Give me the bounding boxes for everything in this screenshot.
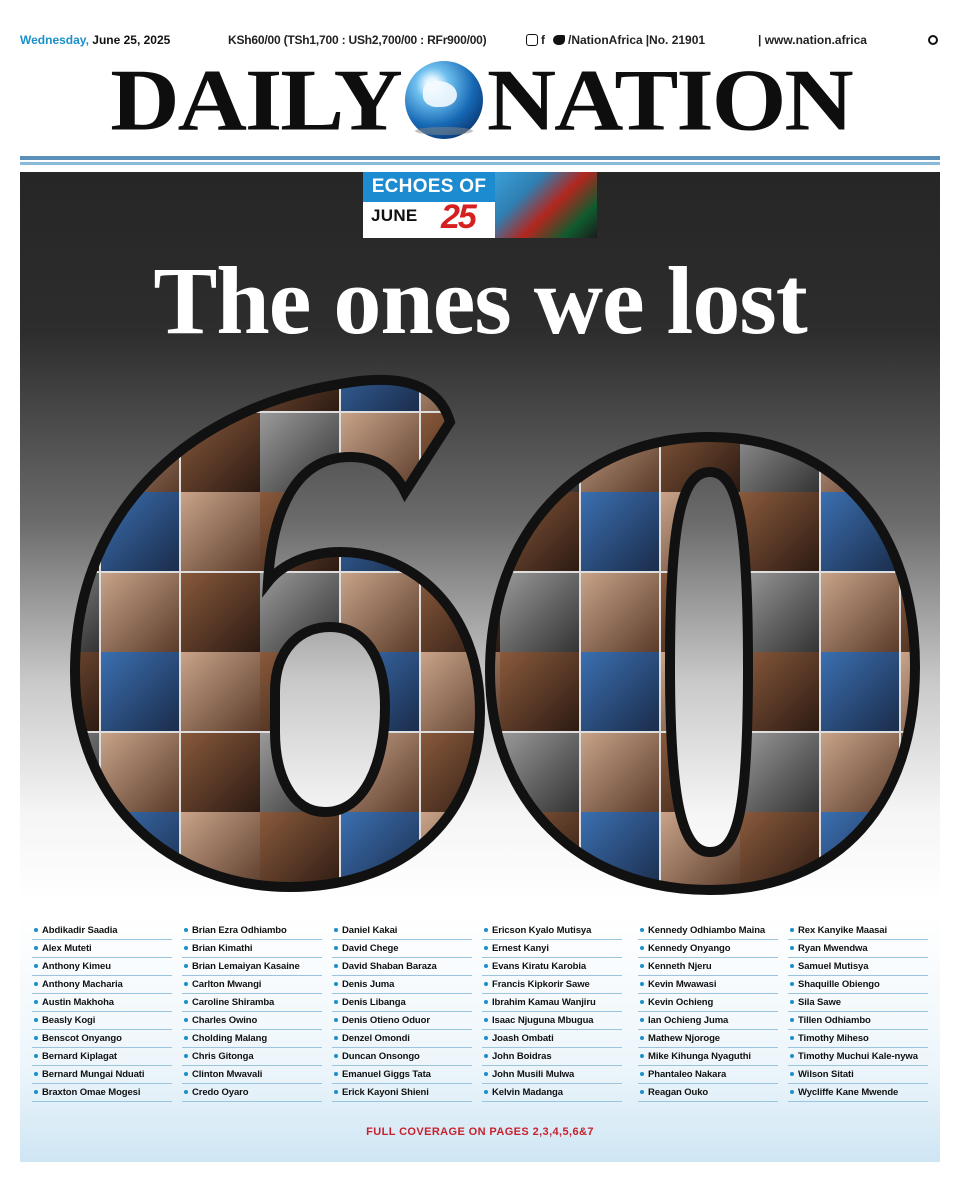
masthead-rule (20, 156, 940, 160)
list-item: David Chege (332, 940, 472, 958)
masthead-daily: DAILY (110, 50, 401, 149)
list-item: Cholding Malang (182, 1030, 322, 1048)
echoes-number: 25 (441, 198, 475, 236)
list-item: Ernest Kanyi (482, 940, 622, 958)
echoes-line2: JUNE (371, 206, 418, 225)
social-handles (526, 33, 705, 47)
list-item: Isaac Njuguna Mbugua (482, 1012, 622, 1030)
cover-price: KSh60/00 (TSh1,700 : USh2,700/00 : RFr900/00) (228, 33, 487, 47)
list-item: Evans Kiratu Karobia (482, 958, 622, 976)
names-column-6 (788, 922, 928, 1102)
list-item: Mathew Njoroge (638, 1030, 778, 1048)
names-column-1 (32, 922, 172, 1102)
list-item: John Musili Mulwa (482, 1066, 622, 1084)
victims-name-list (20, 912, 940, 1162)
list-item: Abdikadir Saadia (32, 922, 172, 940)
globe-icon (405, 61, 483, 139)
list-item: Ericson Kyalo Mutisya (482, 922, 622, 940)
list-item: Brian Lemaiyan Kasaine (182, 958, 322, 976)
list-item: Samuel Mutisya (788, 958, 928, 976)
list-item: Rex Kanyike Maasai (788, 922, 928, 940)
list-item: Wycliffe Kane Mwende (788, 1084, 928, 1102)
issue-number: |No. 21901 (645, 33, 706, 47)
list-item: John Boidras (482, 1048, 622, 1066)
names-column-4 (482, 922, 622, 1102)
list-item: Phantaleo Nakara (638, 1066, 778, 1084)
list-item: Timothy Miheso (788, 1030, 928, 1048)
list-item: Kennedy Odhiambo Maina (638, 922, 778, 940)
top-info-bar (20, 30, 940, 50)
list-item: Brian Kimathi (182, 940, 322, 958)
list-item: Reagan Ouko (638, 1084, 778, 1102)
issue-date: June 25, 2025 (92, 33, 171, 47)
list-item: Anthony Kimeu (32, 958, 172, 976)
list-item: Kevin Ochieng (638, 994, 778, 1012)
list-item: Carlton Mwangi (182, 976, 322, 994)
masthead-rule-thin (20, 162, 940, 165)
list-item: Erick Kayoni Shieni (332, 1084, 472, 1102)
list-item: Caroline Shiramba (182, 994, 322, 1012)
list-item: Bernard Kiplagat (32, 1048, 172, 1066)
names-column-2 (182, 922, 322, 1102)
social-handle: /NationAfrica (568, 33, 643, 47)
digit-zero (490, 437, 915, 890)
digit-six (75, 380, 480, 887)
list-item: Duncan Onsongo (332, 1048, 472, 1066)
list-item: Francis Kipkorir Sawe (482, 976, 622, 994)
list-item: Ibrahim Kamau Wanjiru (482, 994, 622, 1012)
list-item: Alex Muteti (32, 940, 172, 958)
list-item: Timothy Muchui Kale-nywa (788, 1048, 928, 1066)
list-item: Ryan Mwendwa (788, 940, 928, 958)
list-item: Sila Sawe (788, 994, 928, 1012)
list-item: Denis Otieno Oduor (332, 1012, 472, 1030)
sixty-photo-mosaic (20, 172, 940, 900)
list-item: Kevin Mwawasi (638, 976, 778, 994)
coverage-note: FULL COVERAGE ON PAGES 2,3,4,5,6&7 (366, 1126, 594, 1138)
list-item: Daniel Kakai (332, 922, 472, 940)
list-item: David Shaban Baraza (332, 958, 472, 976)
page-headline: The ones we lost (153, 247, 807, 354)
names-column-3 (332, 922, 472, 1102)
list-item: Shaquille Obiengo (788, 976, 928, 994)
list-item: Kennedy Onyango (638, 940, 778, 958)
list-item: Chris Gitonga (182, 1048, 322, 1066)
list-item: Austin Makhoha (32, 994, 172, 1012)
facebook-icon: f (541, 33, 545, 47)
list-item: Denis Juma (332, 976, 472, 994)
list-item: Braxton Omae Mogesi (32, 1084, 172, 1102)
instagram-icon (526, 34, 538, 46)
list-item: Benscot Onyango (32, 1030, 172, 1048)
list-item: Clinton Mwavali (182, 1066, 322, 1084)
list-item: Joash Ombati (482, 1030, 622, 1048)
list-item: Brian Ezra Odhiambo (182, 922, 322, 940)
list-item: Anthony Macharia (32, 976, 172, 994)
list-item: Charles Owino (182, 1012, 322, 1030)
list-item: Bernard Mungai Nduati (32, 1066, 172, 1084)
list-item: Emanuel Giggs Tata (332, 1066, 472, 1084)
list-item: Tillen Odhiambo (788, 1012, 928, 1030)
list-item: Credo Oyaro (182, 1084, 322, 1102)
list-item: Denis Libanga (332, 994, 472, 1012)
list-item: Kenneth Njeru (638, 958, 778, 976)
list-item: Denzel Omondi (332, 1030, 472, 1048)
list-item: Kelvin Madanga (482, 1084, 622, 1102)
list-item: Wilson Sitati (788, 1066, 928, 1084)
website-link[interactable]: | www.nation.africa (758, 33, 867, 47)
names-column-5 (638, 922, 778, 1102)
issue-day: Wednesday, June 25, 2025 (20, 33, 171, 47)
twitter-icon (553, 35, 565, 45)
masthead-nation: NATION (486, 50, 852, 149)
masthead (62, 52, 900, 148)
settings-dot-icon (928, 35, 938, 45)
list-item: Ian Ochieng Juma (638, 1012, 778, 1030)
echoes-line1: ECHOES OF (363, 172, 495, 202)
list-item: Beasly Kogi (32, 1012, 172, 1030)
list-item: Mike Kihunga Nyaguthi (638, 1048, 778, 1066)
